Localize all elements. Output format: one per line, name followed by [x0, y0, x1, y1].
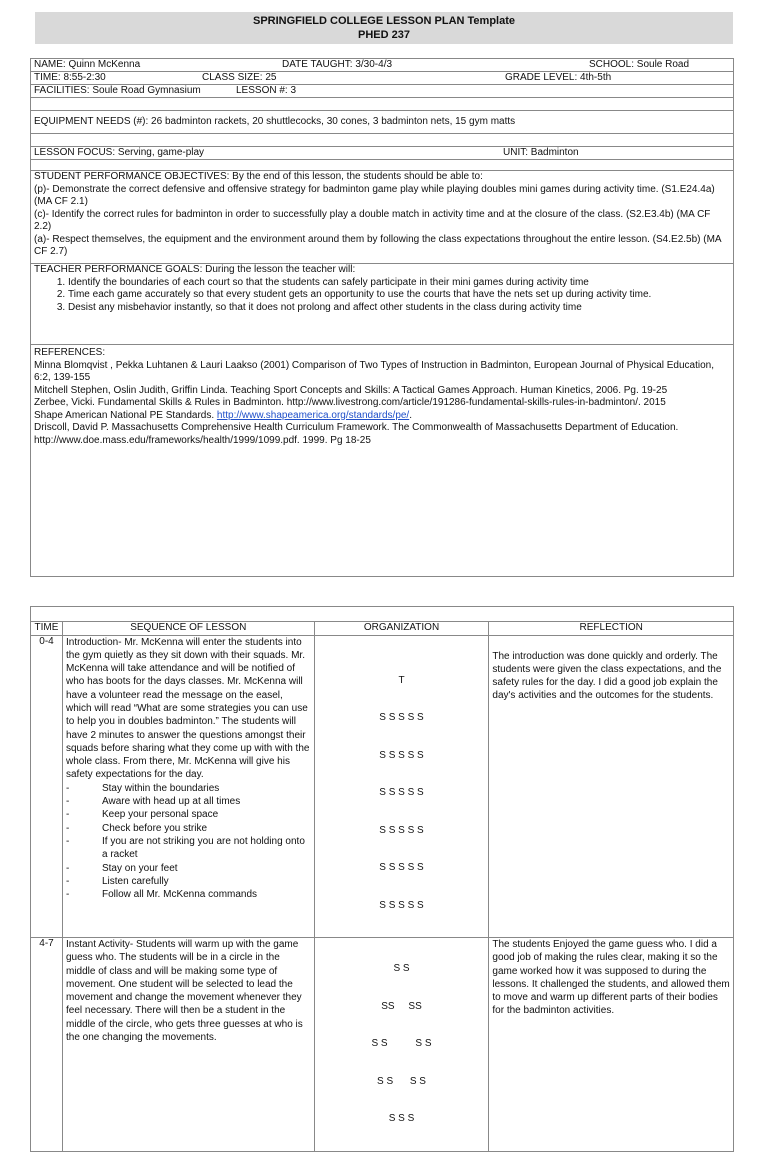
formation-line: S S S S	[377, 1075, 426, 1087]
objective-psychomotor: (p)- Demonstrate the correct defensive and offensive strategy for badminton game play while playing doubles mini games during activity time. (S1.E24.4a) (MA CF 2.1)	[34, 183, 715, 207]
facilities: FACILITIES: Soule Road Gymnasium	[34, 85, 201, 96]
teacher-goals-heading: TEACHER PERFORMANCE GOALS: During the lesson the teacher will:	[34, 264, 356, 275]
school-name: SCHOOL: Soule Road	[589, 59, 690, 70]
course-code: PHED 237	[358, 29, 410, 41]
organization-cell	[314, 635, 489, 938]
student-objectives-section	[31, 171, 734, 264]
reference-item	[34, 410, 730, 423]
table-row	[31, 938, 734, 1152]
header-time: TIME	[31, 622, 63, 636]
header-organization: ORGANIZATION	[314, 622, 489, 636]
reference-item: Minna Blomqvist , Pekka Luhtanen & Lauri Laakso (2001) Comparison of Two Types of Instruction in Badminton, European Journal of Physical Education, 6:2, 139-155	[34, 359, 715, 383]
reflection-cell: The introduction was done quickly and orderly. The students were given the class expectations, and the safety rules for the day. I did a good job explain the day's activities and the outcomes for the students.	[489, 635, 734, 938]
header-sequence: SEQUENCE OF LESSON	[62, 622, 314, 636]
info-row-facilities	[31, 85, 734, 98]
list-item: - Check before you strike	[66, 822, 311, 835]
list-item: - Stay on your feet	[66, 862, 311, 875]
objective-affective: (a)- Respect themselves, the equipment and the environment around them by following the class expectations throughout the entire lesson. (S4.E2.5b) (MA CF 2.7)	[34, 233, 722, 257]
formation-line: S S S S S	[379, 862, 424, 873]
instant-activity-cell: Instant Activity- Students will warm up with the game guess who. The students will be in a circle in the middle of class and will be making some type of movement. One student will be selected to lead the movement and change the movement whenever they feel necessary. There will then be a student in the middle of the circle, who gets three guesses at who is the one changing the movements.	[62, 938, 314, 1152]
class-time: TIME: 8:55-2:30	[34, 72, 106, 83]
references-heading: REFERENCES:	[34, 347, 106, 358]
list-item: - Stay within the boundaries	[66, 782, 311, 795]
objectives-heading: STUDENT PERFORMANCE OBJECTIVES: By the end of this lesson, the students should be able to:	[34, 171, 483, 182]
lesson-sequence-table	[30, 606, 734, 1152]
row-time: 4-7	[31, 938, 63, 1152]
unit-name: UNIT: Badminton	[503, 147, 579, 158]
formation-line: T	[398, 674, 405, 686]
spacer-row	[31, 160, 734, 171]
organization-cell	[314, 938, 489, 1152]
lesson-info-table	[30, 58, 734, 577]
reference-text: Shape American National PE Standards.	[34, 409, 217, 421]
teacher-goal-item: 3. Desist any misbehavior instantly, so that it does not prolong and affect other students in the class during activity time	[68, 302, 730, 315]
equipment-needs: EQUIPMENT NEEDS (#): 26 badminton rackets, 20 shuttlecocks, 30 cones, 3 badminton nets, 15 gym matts	[31, 111, 734, 134]
teacher-goal-item: 2. Time each game accurately so that every student gets an opportunity to use the courts that have the nets set up during activity time.	[68, 289, 730, 302]
shape-america-link[interactable]: http://www.shapeamerica.org/standards/pe/	[216, 409, 410, 421]
objective-cognitive: (c)- Identify the correct rules for badminton in order to successfully play a double match in activity time and at the closure of the class. (S2.E3.4b) (MA CF 2.2)	[34, 208, 711, 232]
references-section	[31, 345, 734, 577]
formation-line: S S S S S	[379, 787, 424, 798]
introduction-cell	[62, 635, 314, 938]
document-title: SPRINGFIELD COLLEGE LESSON PLAN Template	[253, 15, 515, 27]
table-row	[31, 635, 734, 938]
list-item: - If you are not striking you are not holding onto a racket	[66, 835, 311, 862]
reference-item: Zerbee, Vicki. Fundamental Skills & Rules in Badminton. http://www.livestrong.com/article/191286-fundamental-skills-rules-in-badminton/. 2015	[34, 397, 666, 408]
header-reflection: REFLECTION	[489, 622, 734, 636]
spacer-row	[31, 607, 734, 622]
date-taught: DATE TAUGHT: 3/30-4/3	[282, 59, 393, 70]
lesson-focus: LESSON FOCUS: Serving, game-play	[34, 147, 205, 158]
list-item: - Follow all Mr. McKenna commands	[66, 888, 311, 901]
reference-item: Mitchell Stephen, Oslin Judith, Griffin Linda. Teaching Sport Concepts and Skills: A Tactical Games Approach. Human Kinetics, 2006. Pg. 19-25	[34, 384, 668, 396]
list-item: - Listen carefully	[66, 875, 311, 888]
spacer-row	[31, 134, 734, 147]
teacher-goal-item: 1. Identify the boundaries of each court so that the students can safely participate in their mini games during activity time	[68, 277, 730, 290]
teacher-goals-section	[31, 264, 734, 345]
formation-line: S S S S S	[379, 899, 424, 911]
introduction-text: Introduction- Mr. McKenna will enter the students into the gym quietly as they sit down with their squads. Mr. McKenna will take attendance and will be notified of who has boots for the days classes. Mr. McKenna will have a volunteer read the message on the easel, which will read “What are some strategies you can use to help you in doubles badminton.” The students will have 2 minutes to answer the questions amongst their squads before sharing what they come up with with the whole class. From there, Mr. McKenna will give his safety expectations for the day.	[65, 636, 310, 781]
reference-item: Driscoll, David P. Massachusetts Comprehensive Health Curriculum Framework. The Commonwealth of Massachusetts Department of Education. http://www.doe.mass.edu/frameworks/health/1999/1099.pdf. 1999. Pg 18-25	[34, 422, 679, 446]
info-row-time	[31, 72, 734, 85]
teacher-name: NAME: Quinn McKenna	[34, 59, 141, 70]
lesson-focus-row	[31, 147, 734, 160]
squad-formation	[318, 650, 486, 938]
spacer-row	[31, 98, 734, 111]
list-item: - Keep your personal space	[66, 808, 311, 821]
formation-line: S S S S	[371, 1038, 432, 1049]
teacher-goals-list	[34, 277, 730, 315]
circle-formation	[318, 938, 486, 1151]
safety-rules-list	[66, 782, 311, 902]
formation-line: S S S S S	[379, 749, 424, 761]
info-row-name	[31, 59, 734, 72]
formation-line: SS SS	[381, 1000, 422, 1012]
formation-line: S S	[393, 963, 410, 974]
formation-line: S S S S S	[379, 824, 424, 836]
lesson-plan-title-bar	[35, 12, 733, 44]
formation-line: S S S S S	[379, 712, 424, 723]
class-size: CLASS SIZE: 25	[202, 72, 277, 83]
list-item: - Aware with head up at all times	[66, 795, 311, 808]
formation-line: S S S	[388, 1113, 415, 1124]
row-time: 0-4	[31, 635, 63, 938]
grade-level: GRADE LEVEL: 4th-5th	[505, 72, 612, 83]
reference-period: .	[409, 409, 412, 421]
reflection-cell: The students Enjoyed the game guess who. I did a good job of making the rules clear, making it so the game worked how it was supposed to during the lessons. It challenged the students, and allowed them to move and warm up different parts of their bodies for the badminton activities.	[489, 938, 734, 1152]
lesson-number: LESSON #: 3	[236, 85, 297, 96]
